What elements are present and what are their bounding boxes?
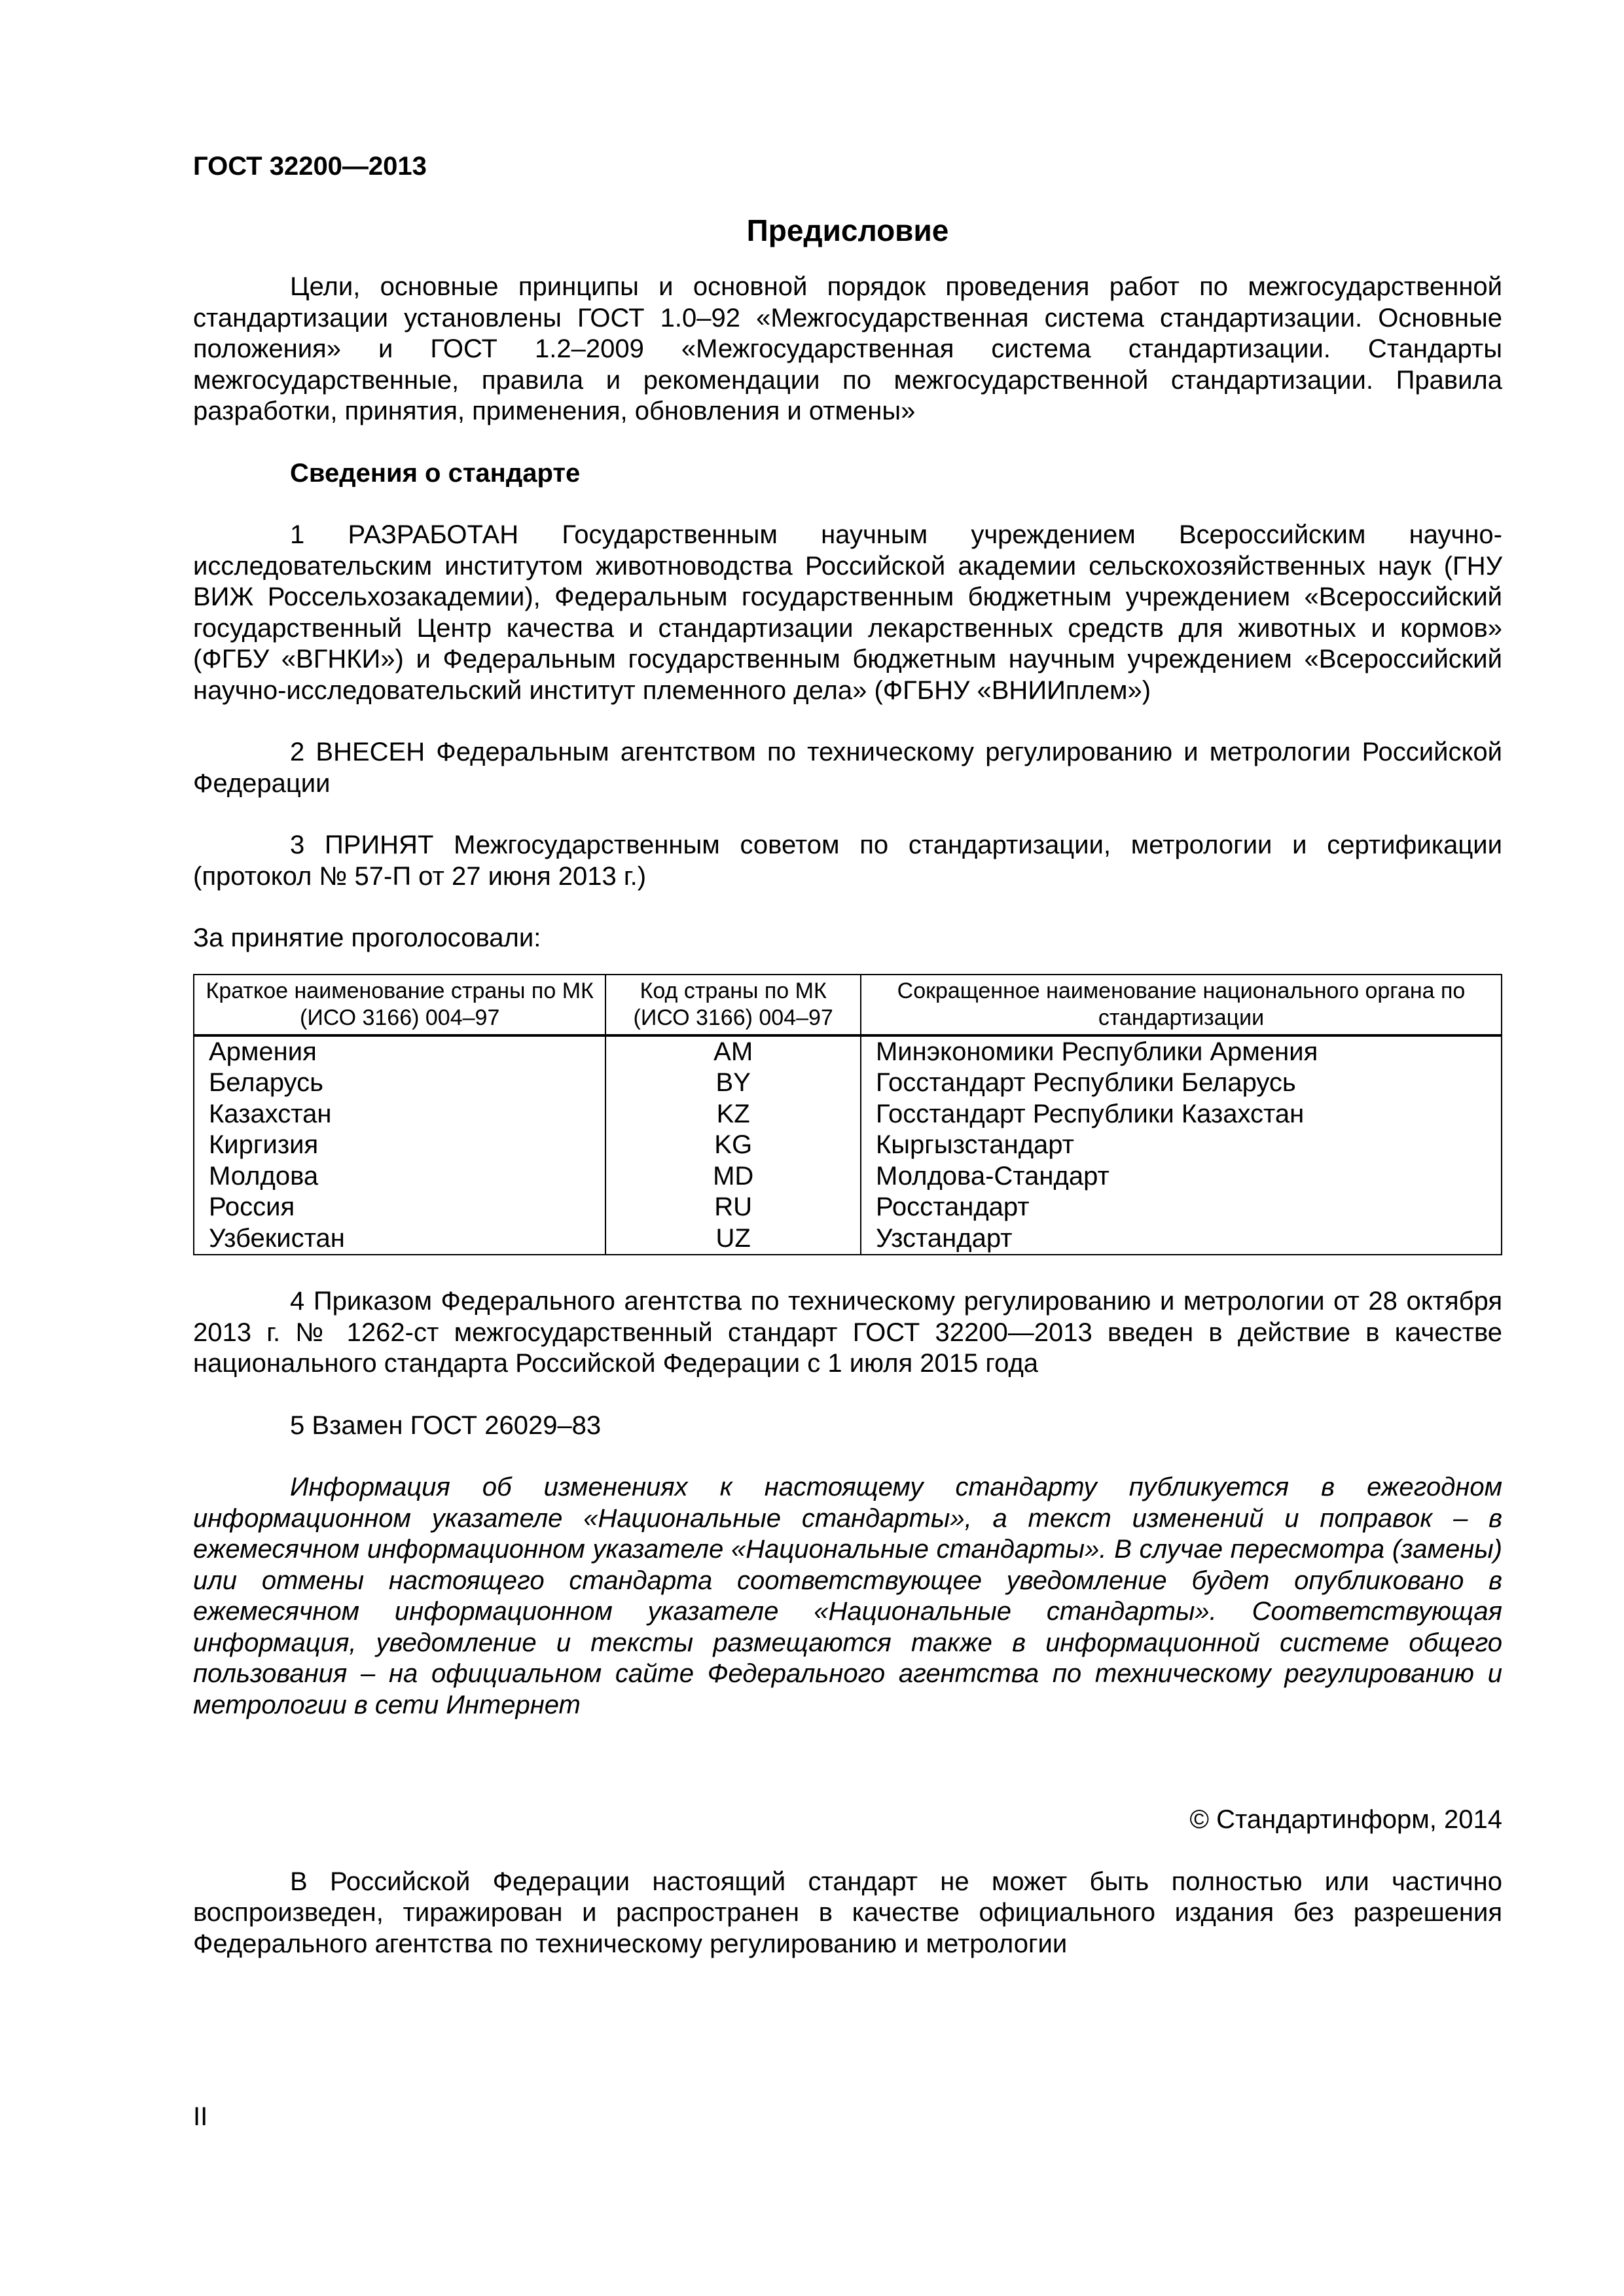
table-row — [194, 1223, 1502, 1255]
changes-notice: Информация об изменениях к настоящему стандарту публикуется в ежегодном информационном указателе «Национальные стандарты», а текст изменений и поправок – в ежемесячном информационном указателе «Национальные стандарты». В случае пересмотра (замены) или отмены настоящего стандарта соответствующее уведомление будет опубликовано в ежемесячном информационном указателе «Национальные стандарты». Соответствующая информация, уведомление и тексты размещаются также в информационной системе общего пользования – на официальном сайте Федерального агентства по техническому регулированию и метрологии в сети Интернет — [193, 1473, 1502, 1719]
foreword-section — [193, 211, 1502, 1960]
country-cell: Молдова — [194, 1161, 605, 1193]
body-cell: Госстандарт Республики Беларусь — [861, 1067, 1502, 1099]
table-row — [194, 1035, 1502, 1068]
body-cell: Росстандарт — [861, 1192, 1502, 1223]
table-row — [194, 1161, 1502, 1193]
document-code: ГОСТ 32200—2013 — [193, 152, 427, 181]
column-header-country: Краткое наименование страны по МК (ИСО 3166) 004–97 — [194, 975, 605, 1035]
intro-paragraph: Цели, основные принципы и основной порядок проведения работ по межгосударственной стандартизации установлены ГОСТ 1.0–92 «Межгосударственная система стандартизации. Основные положения» и ГОСТ 1.2–2009 «Межгосударственная система стандартизации. Стандарты межгосударственные, правила и рекомендации по межгосударственной стандартизации. Правила разработки, принятия, применения, обновления и отмены» — [193, 272, 1502, 425]
body-cell: Узстандарт — [861, 1223, 1502, 1255]
country-cell: Киргизия — [194, 1130, 605, 1161]
column-header-code: Код страны по МК (ИСО 3166) 004–97 — [605, 975, 861, 1035]
country-cell: Беларусь — [194, 1067, 605, 1099]
code-cell: KG — [605, 1130, 861, 1161]
rights-paragraph: В Российской Федерации настоящий стандарт не может быть полностью или частично воспроизведен, тиражирован и распространен в качестве официального издания без разрешения Федерального агентства по техническому регулированию и метрологии — [193, 1867, 1502, 1958]
item-order: 4 Приказом Федерального агентства по техническому регулированию и метрологии от 28 октября 2013 г. № 1262-ст межгосударственный стандарт ГОСТ 32200—2013 введен в действие в качестве национального стандарта Российской Федерации с 1 июля 2015 года — [193, 1287, 1502, 1378]
country-cell: Армения — [194, 1035, 605, 1068]
body-cell: Молдова-Стандарт — [861, 1161, 1502, 1193]
table-row — [194, 1067, 1502, 1099]
code-cell: MD — [605, 1161, 861, 1193]
copyright-line: © Стандартинформ, 2014 — [1189, 1805, 1502, 1834]
info-heading: Сведения о стандарте — [290, 458, 581, 488]
country-cell: Россия — [194, 1192, 605, 1223]
item-adopted: 3 ПРИНЯТ Межгосударственным советом по стандартизации, метрологии и сертификации (протокол № 57-П от 27 июня 2013 г.) — [193, 831, 1502, 891]
column-header-body: Сокращенное наименование национального органа по стандартизации — [861, 975, 1502, 1035]
body-cell: Госстандарт Республики Казахстан — [861, 1099, 1502, 1130]
page-title: Предисловие — [746, 213, 949, 247]
body-cell: Кыргызстандарт — [861, 1130, 1502, 1161]
body-cell: Минэкономики Республики Армения — [861, 1035, 1502, 1068]
country-cell: Узбекистан — [194, 1223, 605, 1255]
vote-label: За принятие проголосовали: — [193, 924, 541, 952]
code-cell: RU — [605, 1192, 861, 1223]
country-cell: Казахстан — [194, 1099, 605, 1130]
table-row — [194, 1130, 1502, 1161]
item-replaces: 5 Взамен ГОСТ 26029–83 — [290, 1410, 602, 1440]
voting-table — [193, 974, 1502, 1256]
table-row — [194, 1099, 1502, 1130]
code-cell: UZ — [605, 1223, 861, 1255]
page-number: II — [193, 2102, 208, 2131]
code-cell: BY — [605, 1067, 861, 1099]
item-developed: 1 РАЗРАБОТАН Государственным научным учреждением Всероссийским научно-исследовательским институтом животноводства Российской академии сельскохозяйственных наук (ГНУ ВИЖ Россельхозакадемии), Федеральным государственным бюджетным учреждением «Всероссийский государственный Центр качества и стандартизации лекарственных средств для животных и кормов» (ФГБУ «ВГНКИ») и Федеральным государственным бюджетным научным учреждением «Всероссийский научно-исследовательский институт племенного дела» (ФГБНУ «ВНИИплем») — [193, 520, 1502, 705]
table-row — [194, 1192, 1502, 1223]
table-header-row — [194, 975, 1502, 1035]
code-cell: AM — [605, 1035, 861, 1068]
item-introduced: 2 ВНЕСЕН Федеральным агентством по техническому регулированию и метрологии Российской Федерации — [193, 738, 1502, 798]
code-cell: KZ — [605, 1099, 861, 1130]
